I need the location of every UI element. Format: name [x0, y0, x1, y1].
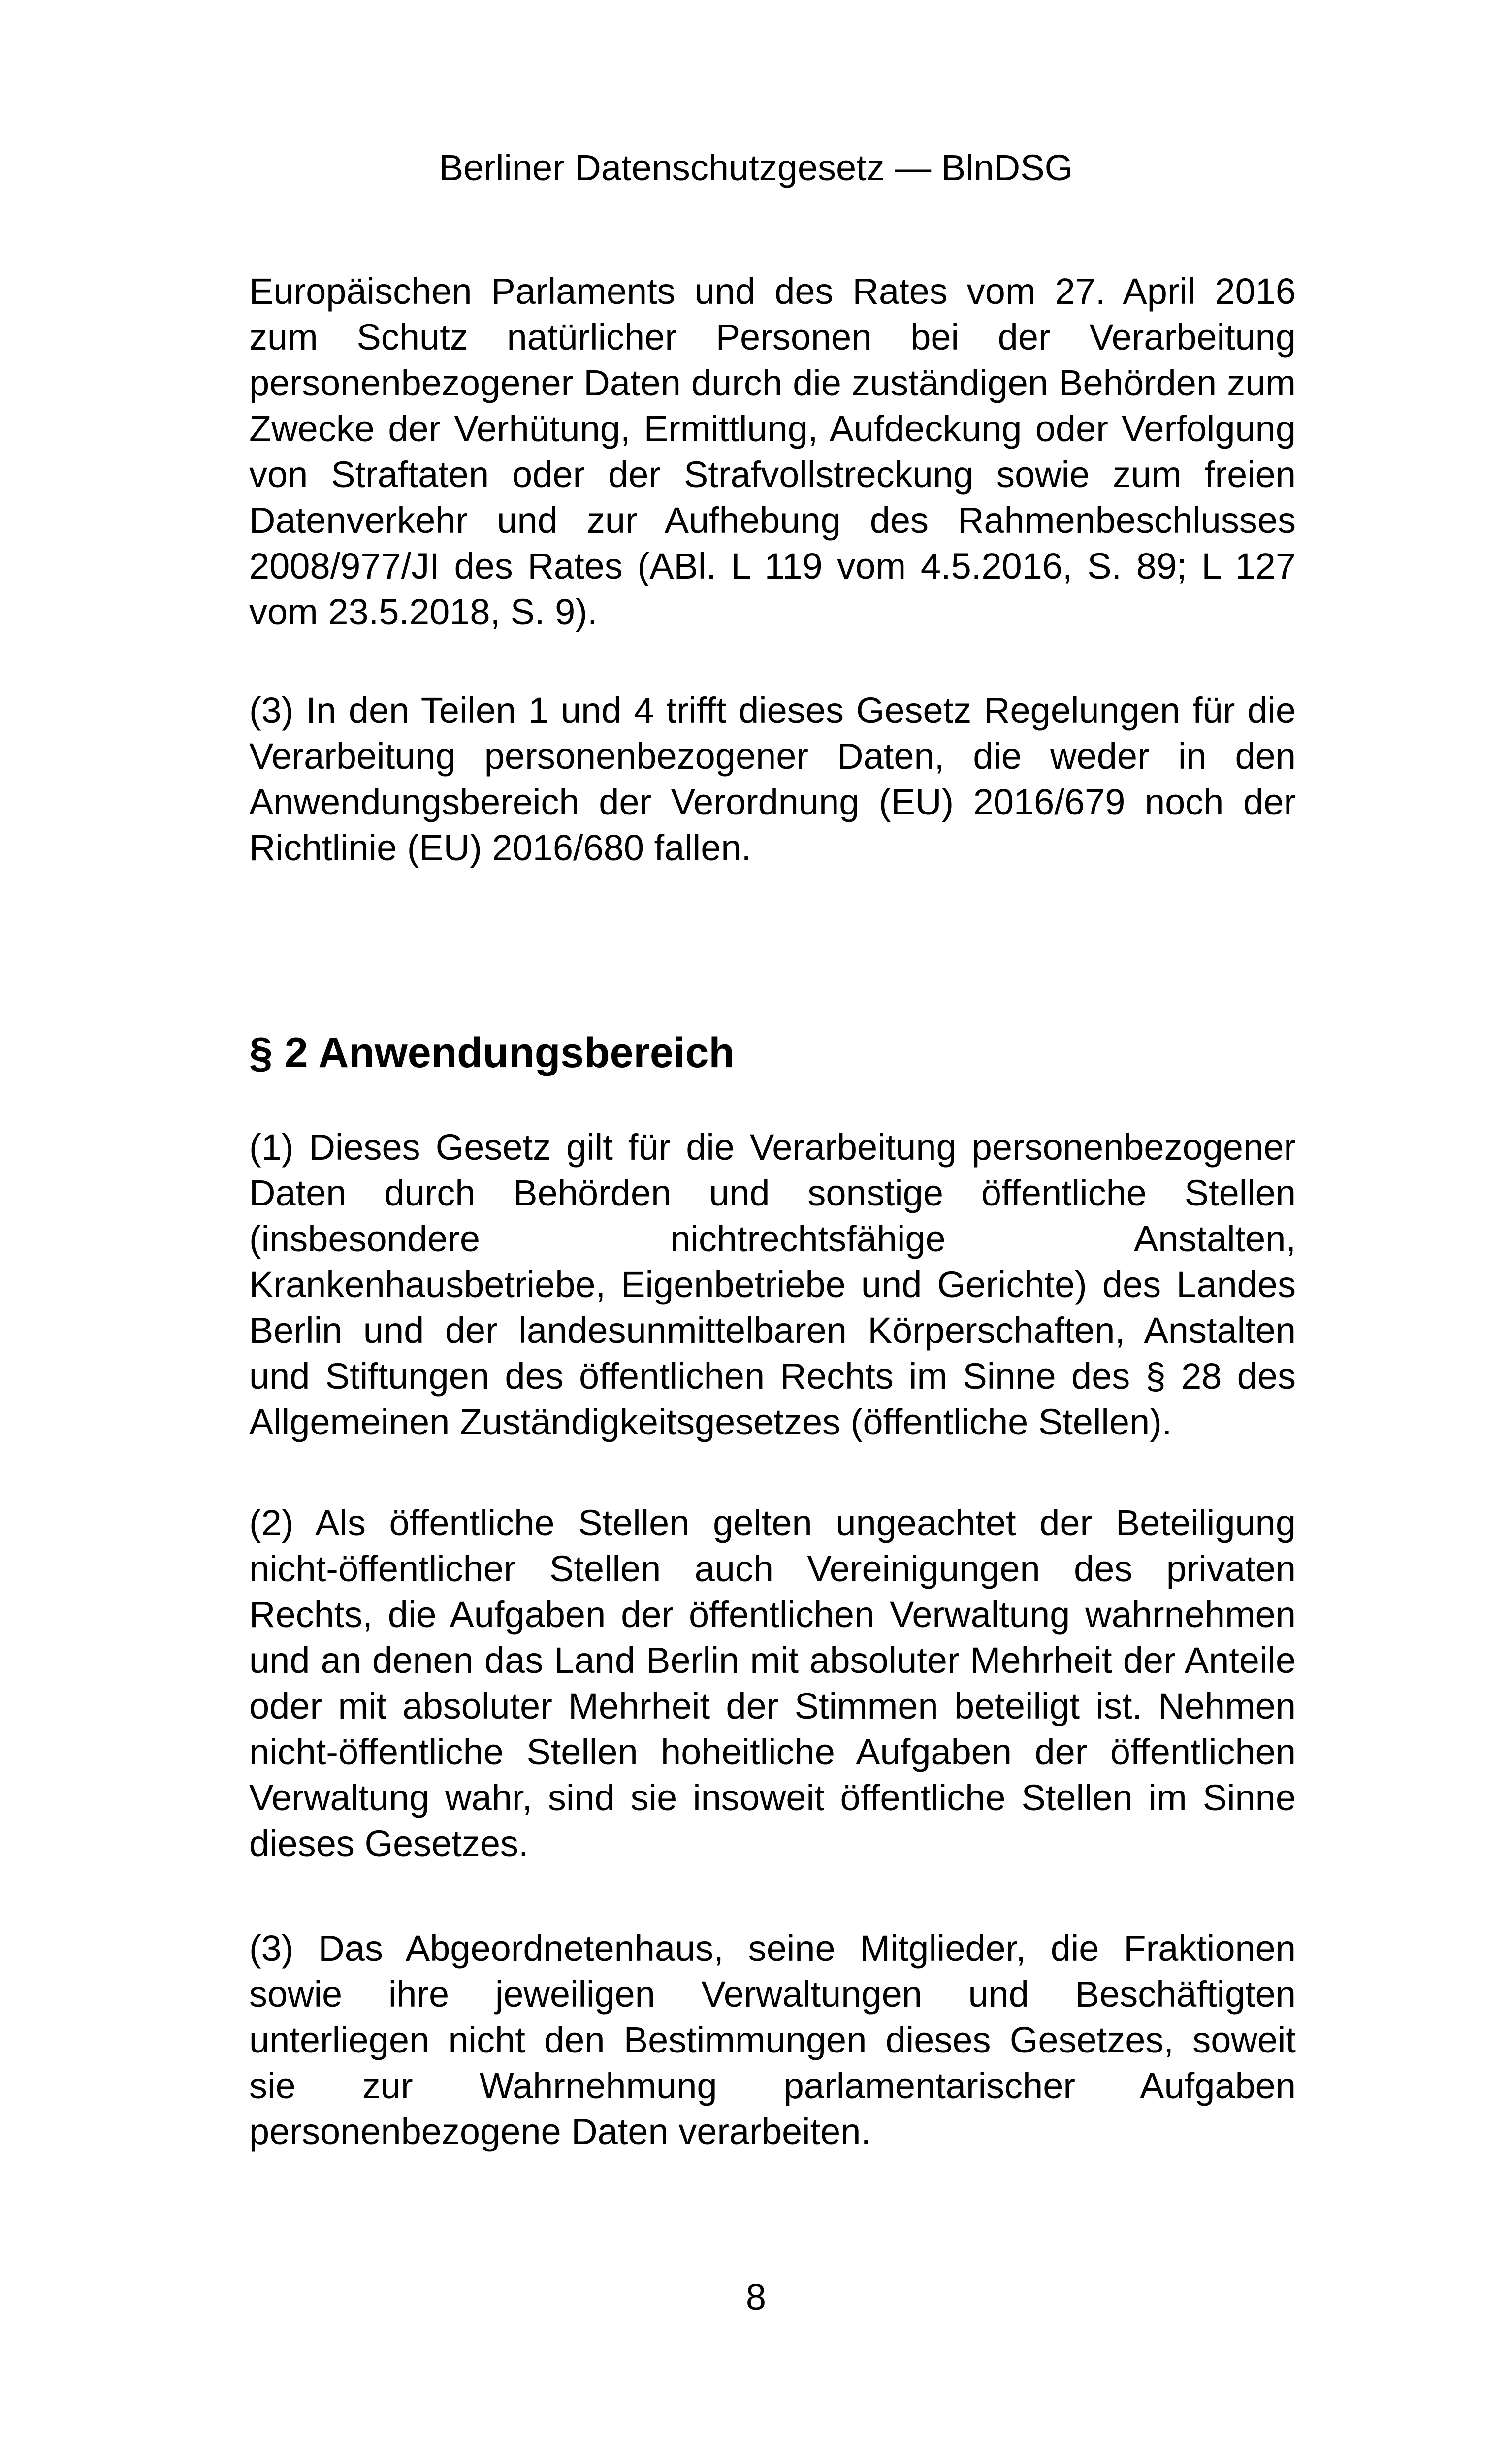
section-paragraph-2: (2) Als öffentliche Stellen gelten ungeachtet der Beteiligung nicht-öffentlicher Stellen auch Vereinigungen des privaten Rechts, die Aufgaben der öffentlichen Verwaltung wahrnehmen und an denen das Land Berlin mit absoluter Mehrheit der Anteile oder mit absoluter Mehrheit der Stimmen beteiligt ist. Nehmen nicht-öffentliche Stellen hoheitliche Aufgaben der öffentlichen Verwaltung wahr, sind sie insoweit öffentliche Stellen im Sinne dieses Gesetzes.: [249, 1502, 1296, 1864]
continuation-paragraph: Europäischen Parlaments und des Rates vom 27. April 2016 zum Schutz natürlicher Personen bei der Verarbeitung personenbezogener Daten durch die zuständigen Behörden zum Zwecke der Verhütung, Ermittlung, Aufdeckung oder Verfolgung von Straftaten oder der Strafvollstreckung sowie zum freien Datenverkehr und zur Aufhebung des Rahmenbeschlusses 2008/977/JI des Rates (ABl. L 119 vom 4.5.2016, S. 89; L 127 vom 23.5.2018, S. 9).: [249, 271, 1296, 632]
section-paragraph-3: (3) Das Abgeordnetenhaus, seine Mitglieder, die Fraktionen sowie ihre jeweiligen Verwaltungen und Beschäftigten unterliegen nicht den Bestimmungen dieses Gesetzes, soweit sie zur Wahrnehmung parlamentarischer Aufgaben personenbezogene Daten verarbeiten.: [249, 1928, 1296, 2152]
section-heading: § 2 Anwendungsbereich: [249, 1029, 735, 1076]
running-header: Berliner Datenschutzgesetz — BlnDSG: [439, 147, 1073, 188]
section-paragraph-1: (1) Dieses Gesetz gilt für die Verarbeitung personenbezogener Daten durch Behörden und sonstige öffentliche Stellen (insbesondere nichtrechtsfähige Anstalten, Krankenhausbetriebe, Eigenbetriebe und Gerichte) des Landes Berlin und der landesunmittelbaren Körperschaften, Anstalten und Stiftungen des öffentlichen Rechts im Sinne des § 28 des Allgemeinen Zuständigkeitsgesetzes (öffentliche Stellen).: [249, 1127, 1296, 1442]
page-number: 8: [745, 2277, 767, 2317]
page-content: [249, 268, 1296, 2154]
paragraph-3-scope: (3) In den Teilen 1 und 4 trifft dieses Gesetz Regelungen für die Verarbeitung personenbezogener Daten, die weder in den Anwendungsbereich der Verordnung (EU) 2016/679 noch der Richtlinie (EU) 2016/680 fallen.: [249, 690, 1296, 868]
